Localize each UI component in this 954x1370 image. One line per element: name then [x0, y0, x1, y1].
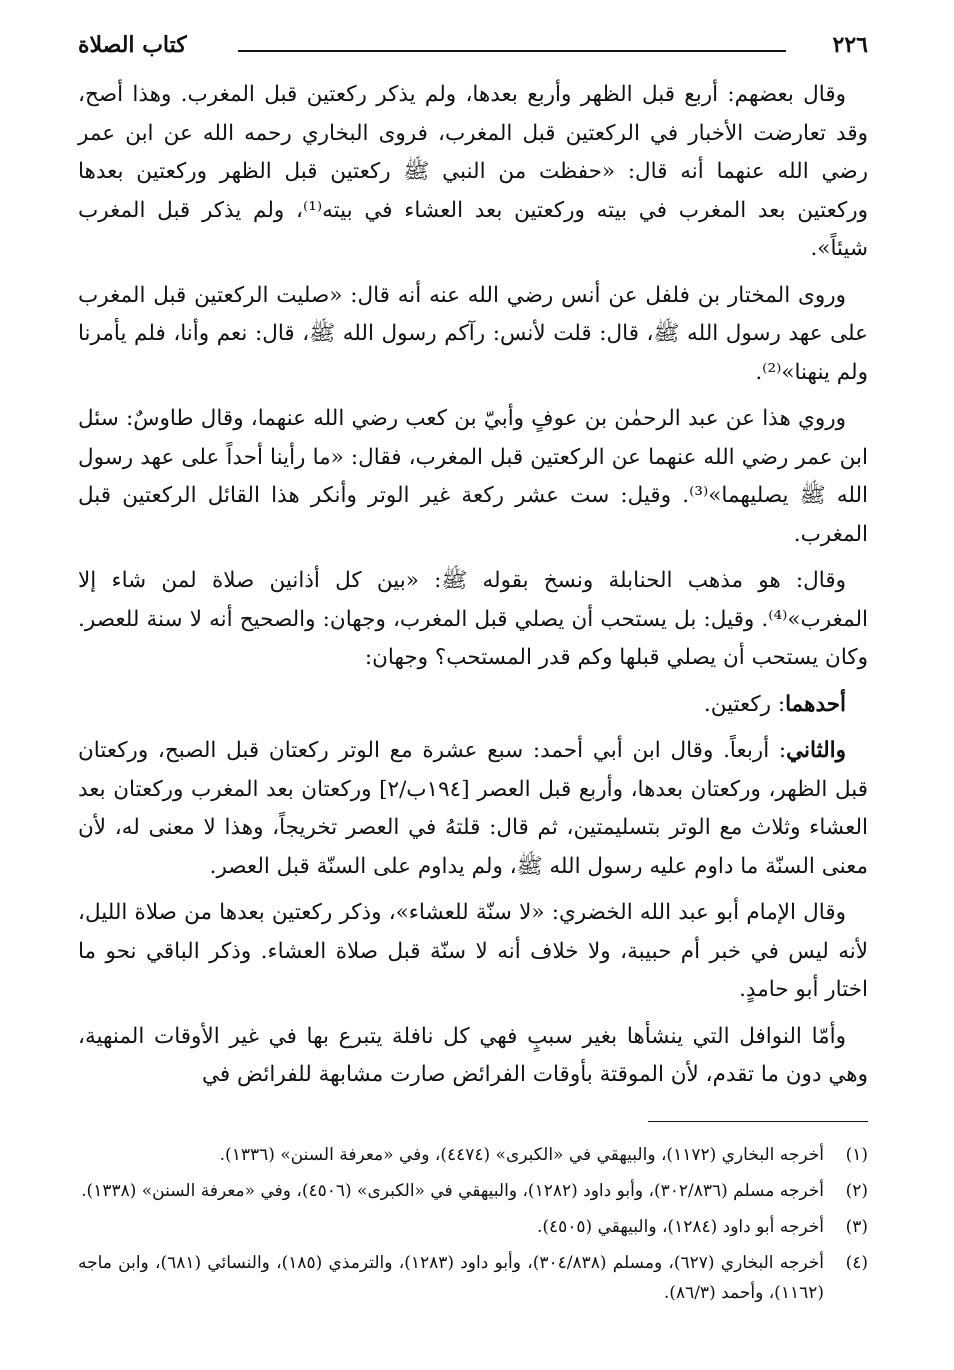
footnote-number: (٣) [845, 1216, 868, 1237]
option-first [78, 686, 868, 725]
footnote-separator [648, 1121, 868, 1122]
option-second [78, 732, 868, 886]
footnote-text: أخرجه مسلم (٣٠٢/٨٣٦)، وأبو داود (١٢٨٢)، والبيهقي في «الكبرى» (٤٥٠٦)، وفي «معرفة السنن» (١٣٣٨). [81, 1180, 824, 1201]
footnote-number: (٤) [845, 1252, 868, 1273]
footnote-text: أخرجه البخاري (٦٢٧)، ومسلم (٣٠٤/٨٣٨)، وأبو داود (١٢٨٣)، والترمذي (١٨٥)، والنسائي (٦٨١)، وابن ماجه (١١٦٢)، وأحمد (٨٦/٣). [78, 1252, 824, 1303]
footnotes [78, 1140, 868, 1308]
footnote-text: أخرجه أبو داود (١٢٨٤)، والبيهقي (٤٥٠٥). [536, 1216, 824, 1237]
footnote [78, 1212, 868, 1242]
paragraph: وقال الإمام أبو عبد الله الخضري: «لا سنّة للعشاء»، وذكر ركعتين بعدها من صلاة الليل، لأنه ليس في خبر أم حبيبة، ولا خلاف أنه لا سنّة قبل صلاة العشاء. وذكر الباقي نحو ما اختار أبو حامدٍ. [78, 900, 868, 1002]
footnote [78, 1248, 868, 1308]
paragraph: وقال: هو مذهب الحنابلة ونسخ بقوله ﷺ: «بين كل أذانين صلاة لمن شاء إلا المغرب»⁽⁴⁾. وقيل: بل يستحب أن يصلي قبل المغرب، وجهان: والصحيح أنه لا سنة للعصر. وكان يستحب أن يصلي قبلها وكم قدر المستحب؟ وجهان: [78, 568, 868, 670]
option-first-label: أحدهما [785, 691, 846, 717]
footnote-number: (١) [845, 1144, 868, 1165]
paragraph: وروى المختار بن فلفل عن أنس رضي الله عنه أنه قال: «صليت الركعتين قبل المغرب على عهد رسول الله ﷺ، قال: قلت لأنس: رآكم رسول الله ﷺ، قال: نعم وأنا، فلم يأمرنا ولم ينهنا»⁽²⁾. [78, 282, 868, 385]
option-first-text: : ركعتين. [703, 691, 786, 717]
page-header [78, 28, 868, 68]
main-text [78, 76, 868, 1095]
book-title: كتاب الصلاة [78, 32, 187, 58]
paragraph: وأمّا النوافل التي ينشأها بغير سببٍ فهي كل نافلة يتبرع بها في غير الأوقات المنهية، وهي دون ما تقدم، لأن الموقتة بأوقات الفرائض صارت مشابهة للفرائض في [78, 1023, 868, 1087]
book-page [78, 28, 868, 1314]
footnote [78, 1176, 868, 1206]
header-rule [238, 50, 786, 52]
paragraph: وقال بعضهم: أربع قبل الظهر وأربع بعدها، ولم يذكر ركعتين قبل المغرب. وهذا أصح، وقد تعارضت الأخبار في الركعتين قبل المغرب، فروى البخاري رحمه الله عن ابن عمر رضي الله عنهما أنه قال: «حفظت من النبي ﷺ ركعتين قبل الظهر وركعتين بعدها وركعتين بعد المغرب في بيته وركعتين بعد العشاء في بيته⁽¹⁾، ولم يذكر قبل المغرب شيئاً». [78, 82, 869, 261]
footnote-number: (٢) [845, 1180, 868, 1201]
footnote [78, 1140, 868, 1170]
footnote-text: أخرجه البخاري (١١٧٢)، والبيهقي في «الكبرى» (٤٤٧٤)، وفي «معرفة السنن» (١٣٣٦). [219, 1144, 824, 1165]
paragraph: وروي هذا عن عبد الرحمٰن بن عوفٍ وأبيّ بن كعب رضي الله عنهما، وقال طاوسٌ: سئل ابن عمر رضي الله عنهما عن الركعتين قبل المغرب، فقال: «ما رأينا أحداً على عهد رسول الله ﷺ يصليهما»⁽³⁾. وقيل: ست عشر ركعة غير الوتر وأنكر هذا القائل الركعتين قبل المغرب. [78, 406, 868, 547]
option-second-text: : أربعاً. وقال ابن أبي أحمد: سبع عشرة مع الوتر ركعتان قبل الصبح، وركعتان قبل الظهر، وركعتان بعدها، وأربع قبل العصر [١٩٤ب/٢] وركعتان بعد المغرب وركعتان بعد العشاء وثلاث مع الوتر بتسليمتين، ثم قال: قلتهُ في العصر تخريجاً، وهذا لا معنى له، لأن معنى السنّة ما داوم عليه رسول الله ﷺ، ولم يداوم على السنّة قبل العصر. [78, 738, 868, 879]
option-second-label: والثاني [786, 738, 846, 763]
page-number: ٢٢٦ [832, 32, 868, 58]
